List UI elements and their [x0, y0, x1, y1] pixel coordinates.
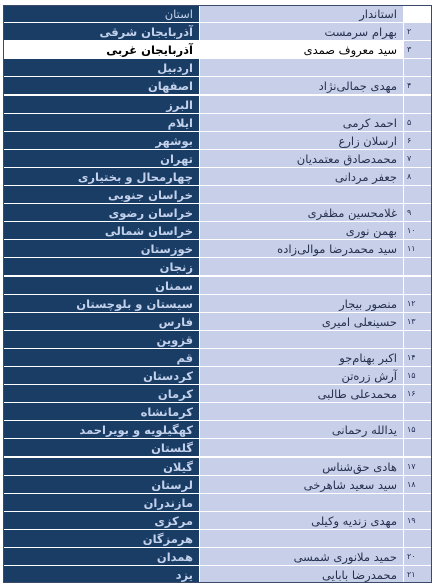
province-cell: خراسان رضوی [3, 204, 199, 222]
governor-cell: احمد کرمی [199, 114, 403, 132]
number-cell: ۲ [403, 23, 432, 41]
province-cell: همدان [3, 548, 199, 566]
header-number [403, 5, 432, 23]
province-cell: هرمزگان [3, 530, 199, 548]
governor-cell [199, 494, 403, 512]
governor-cell: آرش زره‌تن [199, 367, 403, 385]
number-cell: ۱۰ [403, 222, 432, 240]
number-cell: ۵ [403, 114, 432, 132]
table-row [3, 168, 432, 186]
province-cell: زنجان [3, 258, 199, 276]
governor-cell: حسینعلی امیری [199, 313, 403, 331]
number-cell: ۲۱ [403, 566, 432, 584]
table-row [3, 77, 432, 95]
header-province: استان [3, 5, 199, 23]
province-cell: مازندران [3, 494, 199, 512]
table-row [3, 41, 432, 59]
province-cell: خراسان شمالی [3, 222, 199, 240]
number-cell [403, 331, 432, 349]
table-row [3, 96, 432, 114]
governor-cell: مهدی جمالی‌نژاد [199, 77, 403, 95]
table-header-row [3, 5, 432, 23]
number-cell [403, 186, 432, 204]
table-row [3, 566, 432, 584]
governor-cell: محمدصادق معتمدیان [199, 150, 403, 168]
number-cell: ۱۵ [403, 367, 432, 385]
province-cell: اصفهان [3, 77, 199, 95]
table-row [3, 150, 432, 168]
province-cell: سمنان [3, 277, 199, 295]
number-cell: ۱۵ [403, 421, 432, 439]
province-cell: آذربایجان شرقی [3, 23, 199, 41]
table-row [3, 295, 432, 313]
province-cell: بوشهر [3, 132, 199, 150]
governor-cell [199, 59, 403, 77]
table-row [3, 331, 432, 349]
number-cell [403, 258, 432, 276]
province-cell: یزد [3, 566, 199, 584]
table-row [3, 23, 432, 41]
number-cell: ۱۸ [403, 476, 432, 494]
table-row [3, 204, 432, 222]
province-cell: قم [3, 349, 199, 367]
table-row [3, 512, 432, 530]
province-cell: کرمان [3, 385, 199, 403]
table-row [3, 403, 432, 421]
number-cell [403, 530, 432, 548]
province-cell: آذربایجان غربی [3, 41, 199, 59]
province-cell: تهران [3, 150, 199, 168]
number-cell [403, 403, 432, 421]
province-cell: البرز [3, 96, 199, 114]
governor-cell: ارسلان زارع [199, 132, 403, 150]
province-cell: فارس [3, 313, 199, 331]
number-cell: ۱۶ [403, 385, 432, 403]
governor-cell: غلامحسین مظفری [199, 204, 403, 222]
province-cell: کرمانشاه [3, 403, 199, 421]
province-cell: چهارمحال و بختیاری [3, 168, 199, 186]
province-cell: سیستان و بلوچستان [3, 295, 199, 313]
governor-cell: منصور بیجار [199, 295, 403, 313]
table-row [3, 349, 432, 367]
governor-cell: جعفر مردانی [199, 168, 403, 186]
province-cell: ایلام [3, 114, 199, 132]
number-cell [403, 494, 432, 512]
table-row [3, 530, 432, 548]
province-cell: خراسان جنوبی [3, 186, 199, 204]
table-row [3, 476, 432, 494]
province-cell: کهگیلویه و بویراحمد [3, 421, 199, 439]
governor-cell [199, 530, 403, 548]
province-cell: گلستان [3, 439, 199, 457]
number-cell: ۱۹ [403, 512, 432, 530]
table-row [3, 439, 432, 457]
number-cell: ۳ [403, 41, 432, 59]
table-row [3, 494, 432, 512]
number-cell [403, 277, 432, 295]
province-cell: مرکزی [3, 512, 199, 530]
province-cell: کردستان [3, 367, 199, 385]
number-cell [403, 96, 432, 114]
number-cell: ۱۲ [403, 295, 432, 313]
governor-cell: محمدرضا بابایی [199, 566, 403, 584]
table-row [3, 385, 432, 403]
number-cell: ۱۱ [403, 240, 432, 258]
governor-cell: اکبر بهنام‌جو [199, 349, 403, 367]
governor-cell [199, 403, 403, 421]
number-cell: ۱۳ [403, 313, 432, 331]
number-cell: ۸ [403, 168, 432, 186]
province-cell: خوزستان [3, 240, 199, 258]
governor-cell: سید معروف صمدی [199, 41, 403, 59]
table-row [3, 240, 432, 258]
table-row [3, 132, 432, 150]
province-cell: قزوین [3, 331, 199, 349]
number-cell: ۴ [403, 77, 432, 95]
governor-cell: بهمن نوری [199, 222, 403, 240]
governor-cell: بهرام سرمست [199, 23, 403, 41]
table-row [3, 367, 432, 385]
table-row [3, 548, 432, 566]
table-row [3, 114, 432, 132]
table-row [3, 421, 432, 439]
governor-cell: مهدی زندیه وکیلی [199, 512, 403, 530]
governor-cell: یدالله رحمانی [199, 421, 403, 439]
table-row [3, 222, 432, 240]
table-row [3, 458, 432, 476]
number-cell: ۶ [403, 132, 432, 150]
governor-cell: هادی حق‌شناس [199, 458, 403, 476]
number-cell: ۱۷ [403, 458, 432, 476]
number-cell [403, 439, 432, 457]
governor-cell [199, 277, 403, 295]
number-cell: ۱۴ [403, 349, 432, 367]
province-cell: لرستان [3, 476, 199, 494]
governor-cell [199, 258, 403, 276]
table-row [3, 313, 432, 331]
governor-cell [199, 331, 403, 349]
governor-cell: سید محمدرضا موالی‌زاده [199, 240, 403, 258]
table-row [3, 277, 432, 295]
governor-cell: حمید ملانوری شمسی [199, 548, 403, 566]
governor-cell: سید سعید شاهرخی [199, 476, 403, 494]
header-governor: استاندار [199, 5, 403, 23]
governor-cell [199, 439, 403, 457]
province-cell: اردبیل [3, 59, 199, 77]
table-row [3, 258, 432, 276]
number-cell [403, 59, 432, 77]
number-cell: ۹ [403, 204, 432, 222]
number-cell: ۲۰ [403, 548, 432, 566]
governor-cell [199, 186, 403, 204]
province-cell: گیلان [3, 458, 199, 476]
number-cell: ۷ [403, 150, 432, 168]
table-row [3, 59, 432, 77]
table-row [3, 186, 432, 204]
governor-cell [199, 96, 403, 114]
governor-cell: محمدعلی طالبی [199, 385, 403, 403]
